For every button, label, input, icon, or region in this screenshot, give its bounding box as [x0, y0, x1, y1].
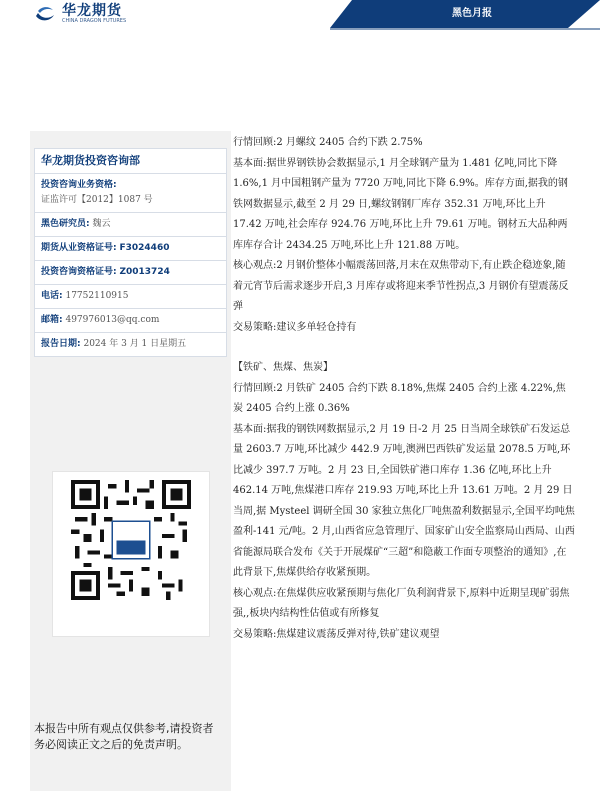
analyst-info-box	[34, 148, 227, 357]
sidebar	[30, 131, 231, 791]
report-body	[233, 133, 575, 645]
info-value[interactable]: 497976013@qq.com	[65, 315, 160, 325]
department-title: 华龙期货投资咨询部	[35, 149, 226, 174]
info-value: 证监许可【2012】1087 号	[41, 195, 153, 205]
steel-fundamentals: 基本面:据世界钢铁协会数据显示,1 月全球钢产量为 1.481 亿吨,同比下降 1.6%,1 月中国粗钢产量为 7720 万吨,同比下降 6.9%。库存方面,据我的钢铁网数据显示,截至 2 月 29 日,螺纹钢钢厂库存 352.31 万吨,环比上升 17.42 万吨,社会库存 924.76 万吨,环比上升 79.61 万吨。钢材五大品种两库库存合计 2434.25 万吨,环比上升 121.88 万吨。	[233, 157, 568, 251]
info-value: Z0013724	[119, 267, 170, 277]
info-row-futures-cert	[35, 237, 226, 261]
qr-code-card[interactable]	[52, 471, 210, 637]
info-row-researcher	[35, 213, 226, 237]
report-type-label: 黑色月报	[452, 8, 492, 19]
logo-chinese-name: 华龙期货	[62, 3, 122, 19]
steel-core-view: 核心观点:2 月钢价整体小幅震荡回落,月末在双焦带动下,有止跌企稳迹象,随着元宵节后需求逐步开启,3 月库存或将迎来季节性拐点,3 月钢价有望震荡反弹	[233, 260, 569, 312]
dragon-logo-icon	[34, 2, 56, 24]
info-label: 电话:	[41, 291, 63, 301]
info-value: 17752110915	[65, 291, 129, 301]
ore-strategy: 交易策略:焦煤建议震荡反弹对待,铁矿建议观望	[233, 628, 440, 640]
info-value: 魏云	[92, 219, 111, 229]
logo-english-name: CHINA DRAGON FUTURES	[62, 18, 127, 24]
info-label: 投资咨询业务资格:	[41, 180, 117, 190]
info-label: 期货从业资格证号:	[41, 243, 117, 253]
steel-strategy: 交易策略:建议多单轻仓持有	[233, 321, 357, 333]
section-gap	[233, 338, 575, 358]
info-row-phone	[35, 285, 226, 309]
ore-section-heading: 【铁矿、焦煤、焦炭】	[233, 362, 333, 373]
info-row-consult-cert	[35, 261, 226, 285]
info-value: 2024 年 3 月 1 日星期五	[83, 339, 187, 349]
info-label: 邮箱:	[41, 315, 63, 325]
info-row-date	[35, 333, 226, 356]
info-label: 黑色研究员:	[41, 219, 90, 229]
info-row-license	[35, 174, 226, 213]
ore-fundamentals: 基本面:据我的钢铁网数据显示,2 月 19 日-2 月 25 日当周全球铁矿石发运总量 2603.7 万吨,环比减少 442.9 万吨,澳洲巴西铁矿发运量 2078.5 万吨,环比减少 397.7 万吨。2 月 23 日,全国铁矿港口库存 1.36 亿吨,环比上升 462.14 万吨,焦煤港口库存 219.93 万吨,环比上升 13.61 万吨。2 月 29 日当周,据 Mysteel 调研全国 30 家独立焦化厂吨焦盈利数据显示,全国平均吨焦盈利-141 元/吨。2 月,山西省应急管理厅、国家矿山安全监察局山西局、山西省能源局联合发布《关于开展煤矿“三超”和隐蔽工作面专项整治的通知》,在此背景下,焦煤供给存收紧预期。	[233, 423, 575, 578]
steel-review: 行情回顾:2 月螺纹 2405 合约下跌 2.75%	[233, 137, 423, 148]
info-value: F3024460	[119, 243, 170, 253]
info-label: 报告日期:	[41, 339, 81, 349]
ore-review: 行情回顾:2 月铁矿 2405 合约下跌 8.18%,焦煤 2405 合约上涨 4.22%,焦炭 2405 合约上涨 0.36%	[233, 382, 566, 414]
ore-core-view: 核心观点:在焦煤供应收紧预期与焦化厂负利润背景下,原料中近期呈现矿弱焦强,,板块内结构性估值或有所修复	[233, 587, 570, 619]
qr-code-icon	[71, 480, 191, 600]
company-logo	[34, 0, 164, 30]
info-row-email	[35, 309, 226, 333]
disclaimer-text: 本报告中所有观点仅供参考,请投资者务必阅读正文之后的免责声明。	[34, 722, 214, 751]
info-label: 投资咨询资格证号:	[41, 267, 117, 277]
